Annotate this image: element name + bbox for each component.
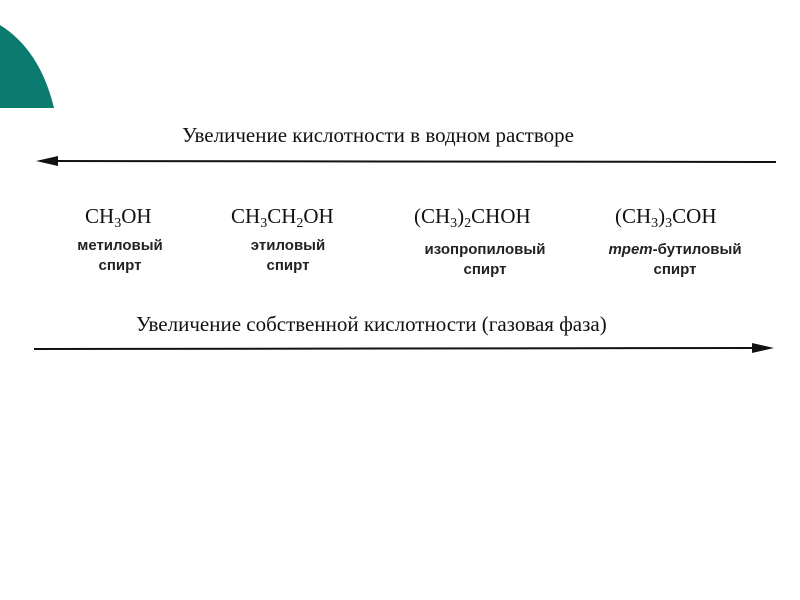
butyl-suffix: -бутиловый [652,241,742,258]
tert-butanol-name [595,240,755,280]
right-arrow [34,343,774,353]
methanol-name [60,236,180,276]
isopropanol-name-line1: изопропиловый [424,241,546,258]
left-arrow [36,156,776,166]
ethanol-name [228,236,348,276]
ethanol-name-line1: этиловый [250,237,326,254]
isopropanol-formula: $(CH_3)_2CHOH$ [414,204,531,231]
ethanol-formula: $CH_3CH_2OH$ [231,204,334,231]
tert-prefix: трет [608,241,653,258]
aqueous-acidity-heading: Увеличение кислотности в водном растворе [182,123,574,147]
tert-butanol-formula: $(CH_3)_3COH$ [615,204,717,231]
gas-phase-acidity-heading: Увеличение собственной кислотности (газовая фаза) [136,312,607,336]
isopropanol-name [410,240,560,280]
methanol-name-line1: метиловый [77,237,163,254]
ethanol-name-line2: спирт [266,257,310,274]
methanol-name-line2: спирт [98,257,142,274]
isopropanol-name-line2: спирт [463,261,507,278]
tert-butanol-name-line1 [595,240,755,260]
tert-butanol-name-line2: спирт [653,261,697,278]
methanol-formula: $CH_3OH$ [85,204,152,231]
